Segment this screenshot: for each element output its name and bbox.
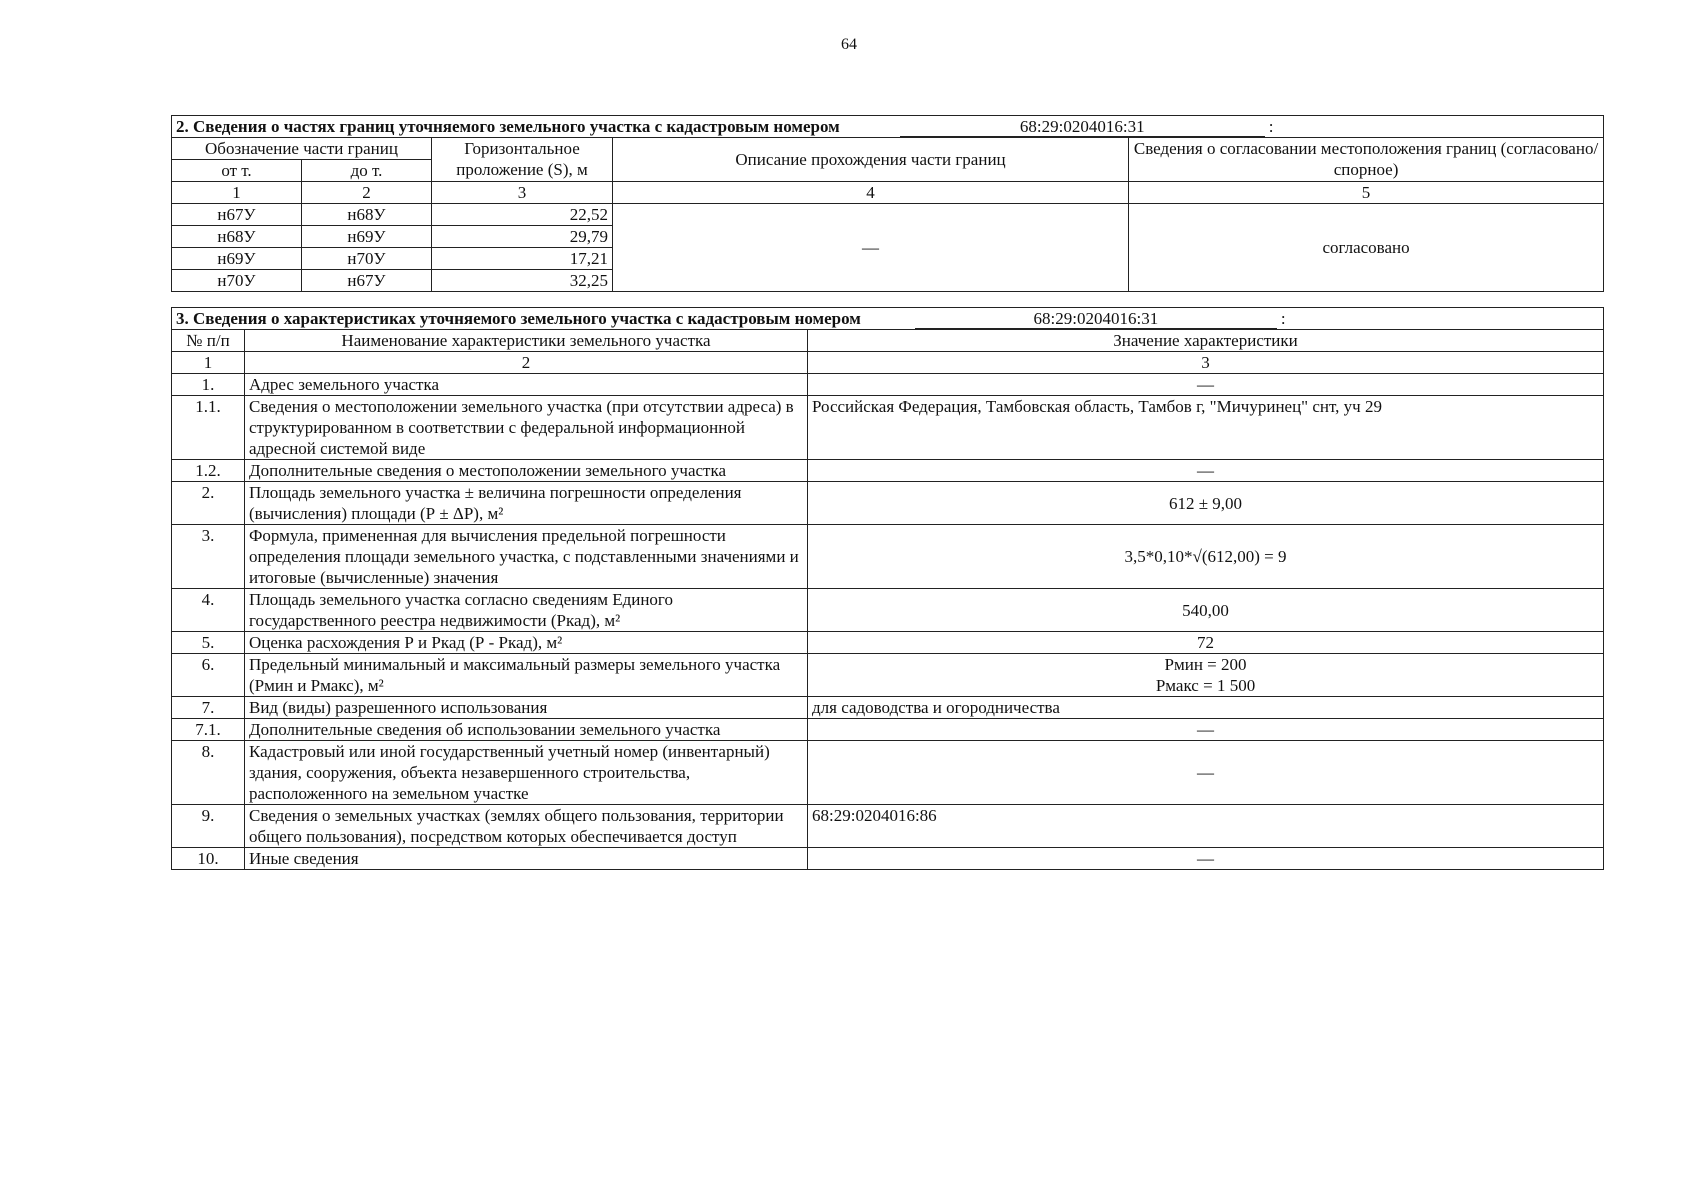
- description-value: —: [613, 204, 1129, 292]
- characteristic-name: Дополнительные сведения о местоположении земельного участка: [245, 460, 808, 482]
- horizontal-length: 22,52: [432, 204, 613, 226]
- characteristic-value: 3,5*0,10*√(612,00) = 9: [808, 525, 1604, 589]
- characteristic-name: Сведения о земельных участках (землях общего пользования, территории общего пользования), посредством которых обеспечивается доступ: [245, 805, 808, 848]
- characteristic-name: Оценка расхождения Р и Ркад (Р - Ркад), м²: [245, 632, 808, 654]
- row-number: 10.: [172, 848, 245, 870]
- header-agreement: Сведения о согласовании местоположения границ (согласовано/спорное): [1129, 138, 1604, 182]
- min-size-value: Рмин = 200: [1164, 655, 1247, 674]
- section3-title-cell: [172, 308, 1604, 330]
- characteristic-value: [808, 654, 1604, 697]
- row-number: 7.1.: [172, 719, 245, 741]
- characteristic-name: Адрес земельного участка: [245, 374, 808, 396]
- characteristic-value: 540,00: [808, 589, 1604, 632]
- table-row: [172, 589, 1604, 632]
- agreement-value: согласовано: [1129, 204, 1604, 292]
- max-size-value: Рмакс = 1 500: [1155, 676, 1256, 695]
- header-value: Значение характеристики: [808, 330, 1604, 352]
- horizontal-length: 17,21: [432, 248, 613, 270]
- table-row: [172, 741, 1604, 805]
- row-number: 8.: [172, 741, 245, 805]
- col-number: 2: [302, 182, 432, 204]
- table-row: [172, 460, 1604, 482]
- row-number: 5.: [172, 632, 245, 654]
- point-from: н67У: [172, 204, 302, 226]
- section3-title: 3. Сведения о характеристиках уточняемого земельного участка с кадастровым номером: [176, 309, 861, 328]
- characteristic-value: Российская Федерация, Тамбовская область, Тамбов г, "Мичуринец" снт, уч 29: [808, 396, 1604, 460]
- section2-title: 2. Сведения о частях границ уточняемого земельного участка с кадастровым номером: [176, 117, 840, 136]
- point-from: н69У: [172, 248, 302, 270]
- point-to: н68У: [302, 204, 432, 226]
- table-row: [172, 719, 1604, 741]
- table-row: [172, 374, 1604, 396]
- section2-title-cell: [172, 116, 1604, 138]
- point-to: н69У: [302, 226, 432, 248]
- characteristic-value: —: [808, 460, 1604, 482]
- row-number: 9.: [172, 805, 245, 848]
- table-row: [172, 805, 1604, 848]
- col-number: 5: [1129, 182, 1604, 204]
- characteristic-name: Площадь земельного участка ± величина погрешности определения (вычисления) площади (Р ± ΔР), м²: [245, 482, 808, 525]
- page-number: 64: [841, 36, 857, 53]
- characteristic-value: для садоводства и огородничества: [808, 697, 1604, 719]
- point-from: н70У: [172, 270, 302, 292]
- table-row: [172, 632, 1604, 654]
- header-from: от т.: [172, 160, 302, 182]
- characteristic-value: 72: [808, 632, 1604, 654]
- header-horizontal: Горизонтальное проложение (S), м: [432, 138, 613, 182]
- header-to: до т.: [302, 160, 432, 182]
- table-row: [172, 482, 1604, 525]
- horizontal-length: 29,79: [432, 226, 613, 248]
- col-number: 3: [808, 352, 1604, 374]
- row-number: 4.: [172, 589, 245, 632]
- row-number: 6.: [172, 654, 245, 697]
- col-number: 1: [172, 352, 245, 374]
- point-to: н67У: [302, 270, 432, 292]
- point-to: н70У: [302, 248, 432, 270]
- row-number: 1.2.: [172, 460, 245, 482]
- characteristic-value: —: [808, 719, 1604, 741]
- characteristics-table: [171, 307, 1604, 870]
- table-row: [172, 697, 1604, 719]
- section2-cadastral-number: 68:29:0204016:31: [900, 117, 1265, 137]
- header-no: № п/п: [172, 330, 245, 352]
- characteristic-name: Площадь земельного участка согласно сведениям Единого государственного реестра недвижимости (Ркад), м²: [245, 589, 808, 632]
- col-number: 3: [432, 182, 613, 204]
- col-number: 1: [172, 182, 302, 204]
- characteristic-name: Сведения о местоположении земельного участка (при отсутствии адреса) в структурированном в соответствии с федеральной информационной адресной системой виде: [245, 396, 808, 460]
- col-number: 4: [613, 182, 1129, 204]
- characteristic-value: —: [808, 848, 1604, 870]
- section2-colon: :: [1268, 117, 1274, 136]
- table-row: [172, 525, 1604, 589]
- header-designation: Обозначение части границ: [172, 138, 432, 160]
- row-number: 3.: [172, 525, 245, 589]
- boundary-parts-table: [171, 115, 1604, 292]
- characteristic-value: —: [808, 374, 1604, 396]
- row-number: 1.1.: [172, 396, 245, 460]
- row-number: 2.: [172, 482, 245, 525]
- characteristic-value: 68:29:0204016:86: [808, 805, 1604, 848]
- characteristic-name: Кадастровый или иной государственный учетный номер (инвентарный) здания, сооружения, объекта незавершенного строительства, расположенного на земельном участке: [245, 741, 808, 805]
- table-row: [172, 654, 1604, 697]
- section3-cadastral-number: 68:29:0204016:31: [915, 309, 1277, 329]
- header-name: Наименование характеристики земельного участка: [245, 330, 808, 352]
- characteristic-name: Дополнительные сведения об использовании земельного участка: [245, 719, 808, 741]
- row-number: 7.: [172, 697, 245, 719]
- section3-colon: :: [1280, 309, 1286, 328]
- characteristic-name: Предельный минимальный и максимальный размеры земельного участка (Рмин и Рмакс), м²: [245, 654, 808, 697]
- characteristic-value: 612 ± 9,00: [808, 482, 1604, 525]
- table-row: [172, 848, 1604, 870]
- table-row: [172, 396, 1604, 460]
- characteristic-name: Формула, примененная для вычисления предельной погрешности определения площади земельного участка, с подставленными значениями и итоговые (вычисленные) значения: [245, 525, 808, 589]
- col-number: 2: [245, 352, 808, 374]
- horizontal-length: 32,25: [432, 270, 613, 292]
- header-description: Описание прохождения части границ: [613, 138, 1129, 182]
- point-from: н68У: [172, 226, 302, 248]
- row-number: 1.: [172, 374, 245, 396]
- characteristic-value: —: [808, 741, 1604, 805]
- characteristic-name: Иные сведения: [245, 848, 808, 870]
- table-row: [172, 204, 1604, 226]
- characteristic-name: Вид (виды) разрешенного использования: [245, 697, 808, 719]
